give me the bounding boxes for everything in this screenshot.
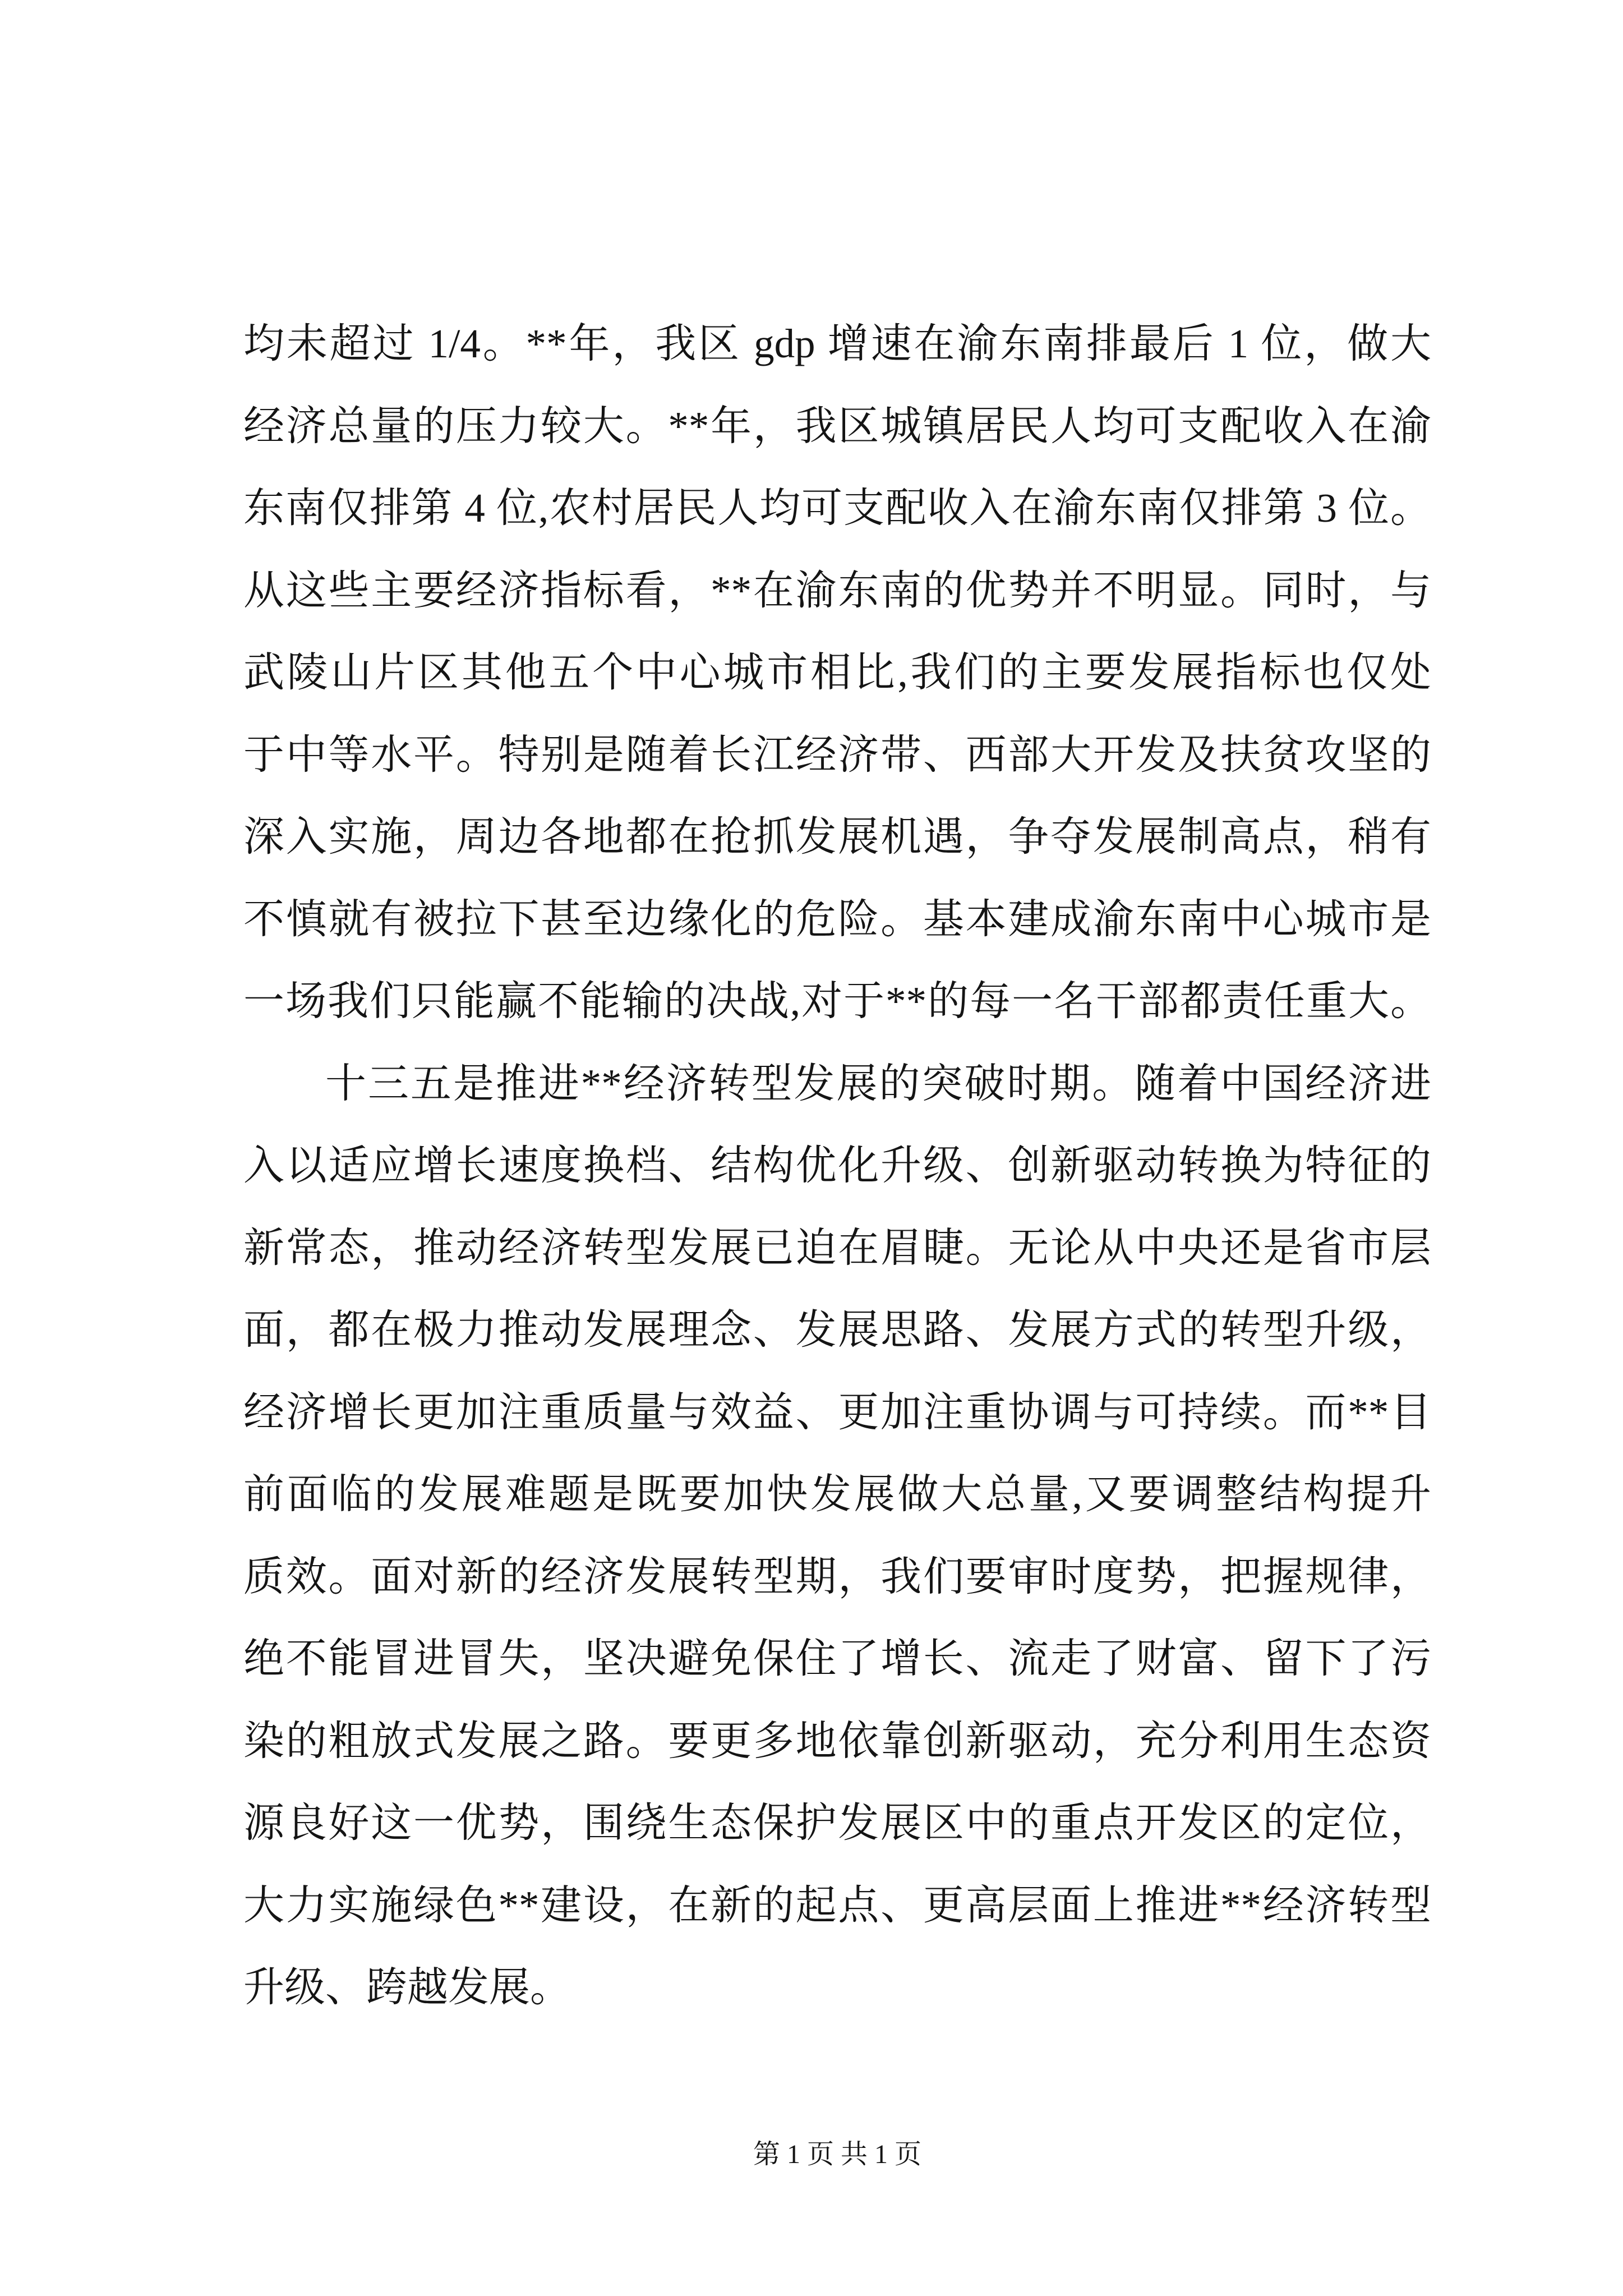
- text-line: 十三五是推进**经济转型发展的突破时期。随着中国经济进: [325, 1060, 1431, 1106]
- text-line: 源良好这一优势，围绕生态保护发展区中的重点开发区的定位，: [243, 1800, 1431, 1846]
- paragraph-1: [243, 303, 1431, 1043]
- text-line: 均未超过 1/4。**年，我区 gdp 增速在渝东南排最后 1 位，做大: [243, 321, 1431, 366]
- text-line: 染的粗放式发展之路。要更多地依靠创新驱动，充分利用生态资: [243, 1718, 1431, 1764]
- text-line: 升级、跨越发展。: [243, 1964, 571, 2010]
- text-line: 不慎就有被拉下甚至边缘化的危险。基本建成渝东南中心城市是: [243, 896, 1431, 942]
- text-line: 经济增长更加注重质量与效益、更加注重协调与可持续。而**目: [243, 1389, 1431, 1435]
- text-line: 面，都在极力推动发展理念、发展思路、发展方式的转型升级，: [243, 1307, 1431, 1352]
- paragraph-2: [243, 1043, 1431, 2029]
- text-line: 入以适应增长速度换档、结构优化升级、创新驱动转换为特征的: [243, 1143, 1431, 1188]
- document-body: [243, 303, 1431, 2029]
- text-line: 从这些主要经济指标看，**在渝东南的优势并不明显。同时，与: [243, 567, 1431, 613]
- text-line: 经济总量的压力较大。**年，我区城镇居民人均可支配收入在渝: [243, 403, 1431, 449]
- text-line: 前面临的发展难题是既要加快发展做大总量,又要调整结构提升: [243, 1471, 1431, 1517]
- text-line: 东南仅排第 4 位,农村居民人均可支配收入在渝东南仅排第 3 位。: [243, 485, 1431, 531]
- text-line: 武陵山片区其他五个中心城市相比,我们的主要发展指标也仅处: [243, 650, 1431, 695]
- page-footer: [243, 2137, 1431, 2173]
- text-line: 绝不能冒进冒失，坚决避免保住了增长、流走了财富、留下了污: [243, 1636, 1431, 1681]
- page-number-label: 第 1 页 共 1 页: [753, 2139, 921, 2169]
- text-line: 质效。面对新的经济发展转型期，我们要审时度势，把握规律，: [243, 1553, 1431, 1599]
- text-line: 新常态，推动经济转型发展已迫在眉睫。无论从中央还是省市层: [243, 1225, 1431, 1271]
- text-line: 大力实施绿色**建设，在新的起点、更高层面上推进**经济转型: [243, 1882, 1431, 1928]
- text-line: 一场我们只能赢不能输的决战,对于**的每一名干部都责任重大。: [243, 978, 1431, 1024]
- text-line: 深入实施，周边各地都在抢抓发展机遇，争夺发展制高点，稍有: [243, 814, 1431, 859]
- text-line: 于中等水平。特别是随着长江经济带、西部大开发及扶贫攻坚的: [243, 731, 1431, 777]
